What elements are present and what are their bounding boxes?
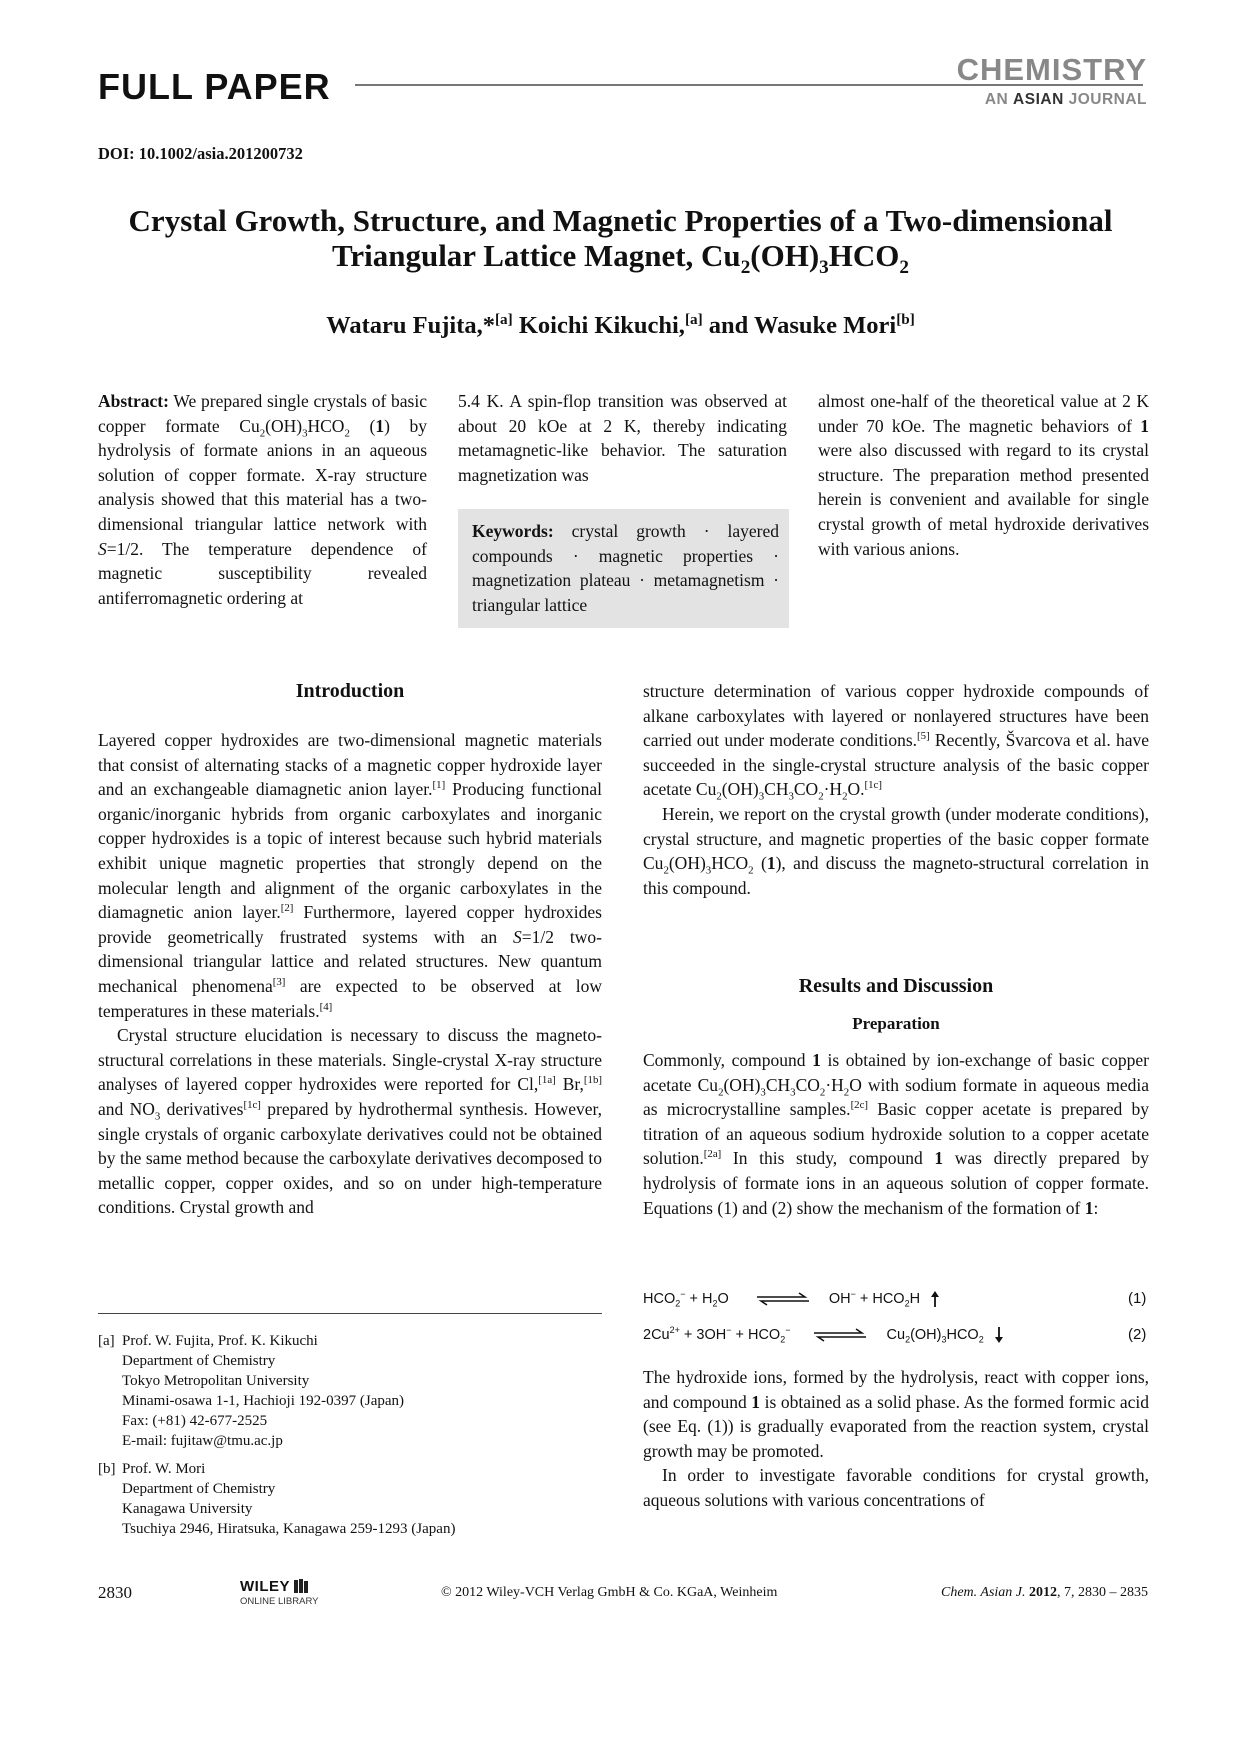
citation-ref: [2a] bbox=[703, 1148, 722, 1161]
author-kikuchi: Koichi Kikuchi, bbox=[512, 312, 685, 339]
author-affiliation: [b] bbox=[896, 310, 915, 328]
gas-evolution-arrow-icon bbox=[930, 1290, 940, 1308]
citation-ref: [1c] bbox=[864, 779, 882, 792]
doi[interactable]: DOI: 10.1002/asia.201200732 bbox=[98, 144, 303, 163]
affiliation-a-line: Department of Chemistry bbox=[122, 1353, 276, 1369]
abstract-column-3: almost one-half of the theoretical value at 2 K under 70 kOe. The magnetic behaviors of 1 were also discussed with regard to its crystal structure. The preparation method presented herein is convenient and available for single crystal growth of metal hydroxide derivatives with various anions. bbox=[818, 391, 1149, 559]
affiliation-a-email[interactable]: E-mail: fujitaw@tmu.ac.jp bbox=[122, 1433, 283, 1449]
section-label-full-paper: FULL PAPER bbox=[98, 66, 331, 107]
abstract-column-2: 5.4 K. A spin-flop transition was observed at about 20 kOe at 2 K, thereby indicating metamagnetic-like behavior. The saturation magnetization was bbox=[458, 391, 787, 485]
book-icon bbox=[293, 1578, 309, 1594]
introduction-right-column bbox=[643, 679, 1149, 900]
journal-sub-suffix: JOURNAL bbox=[1068, 91, 1147, 108]
citation-ref: [2c] bbox=[850, 1099, 869, 1112]
citation-ref: [4] bbox=[319, 1000, 333, 1013]
affiliation-a bbox=[98, 1331, 602, 1451]
results-paragraphs-2-3 bbox=[643, 1365, 1149, 1513]
citation-ref: [1] bbox=[432, 779, 446, 792]
page-number: 2830 bbox=[98, 1583, 132, 1602]
equation-2-number: (2) bbox=[1128, 1326, 1147, 1343]
keywords bbox=[472, 519, 779, 617]
affiliation-b-line: Kanagawa University bbox=[122, 1501, 253, 1517]
affiliation-b-label: [b] bbox=[98, 1461, 116, 1477]
intro-paragraph-3: Herein, we report on the crystal growth (under moderate conditions), crystal structure, and magnetic properties of the basic copper formate $Cu_2(OH)_3HCO_2$ (1), and discuss the magneto-structural correlation in this compound. bbox=[643, 803, 1149, 898]
journal-logo-title: CHEMISTRY bbox=[956, 52, 1147, 87]
author-affiliation: [a] bbox=[684, 310, 703, 328]
citation-ref: [1c] bbox=[243, 1099, 261, 1112]
title-line-1: Crystal Growth, Structure, and Magnetic Properties of a Two-dimensional bbox=[128, 203, 1113, 238]
author-list bbox=[80, 312, 1161, 340]
abstract-label: Abstract: bbox=[98, 391, 169, 411]
affiliation-b bbox=[98, 1459, 602, 1539]
intro-paragraph-1: Layered copper hydroxides are two-dimensional magnetic materials that consist of alternating stacks of a magnetic copper hydroxide layer and an exchangeable diamagnetic anion layer.[1] Producing functional organic/inorganic hybrids from organic carboxylates and inorganic copper hydroxides is a topic of interest because such hybrid materials exhibit unique magnetic properties that strongly depend on the molecular length and alignment of the organic carboxylates in the diamagnetic anion layer.[2] Furthermore, layered copper hydroxides provide geometrically frustrated systems with an S=1/2 two-dimensional triangular lattice and related structures. New quantum mechanical phenomena[3] are expected to be observed at low temperatures in these materials.[4] bbox=[98, 730, 602, 1021]
copyright-notice: © 2012 Wiley-VCH Verlag GmbH & Co. KGaA, Weinheim bbox=[441, 1585, 778, 1600]
equilibrium-arrow-icon bbox=[812, 1328, 868, 1342]
citation-ref: [1a] bbox=[538, 1074, 556, 1087]
results-paragraph-2: The hydroxide ions, formed by the hydrolysis, react with copper ions, and compound 1 is obtained as a solid phase. As the formed formic acid (see Eq. (1)) is gradually evaporated from the reaction system, crystal growth may be promoted. bbox=[643, 1367, 1149, 1461]
article-title bbox=[80, 203, 1161, 279]
section-title-results: Results and Discussion bbox=[798, 975, 994, 997]
affiliation-b-line: Department of Chemistry bbox=[122, 1481, 276, 1497]
intro-paragraph-2-continued: structure determination of various copper hydroxide compounds of alkane carboxylates with layered or nonlayered structures have been carried out under moderate conditions.[5] Recently, Švarcova et al. have succeeded in the single-crystal structure analysis of the basic copper acetate $Cu_2(OH)_3CH_3CO_2\cdot H_2O.[1c]$ bbox=[643, 681, 1150, 803]
wiley-online-library-logo[interactable] bbox=[240, 1578, 319, 1607]
subsection-title-preparation: Preparation bbox=[852, 1014, 940, 1033]
affiliation-a-line: Prof. W. Fujita, Prof. K. Kikuchi bbox=[122, 1333, 318, 1349]
journal-sub-prefix: AN bbox=[984, 91, 1009, 108]
citation-ref: [3] bbox=[272, 976, 286, 989]
introduction-left-column bbox=[98, 728, 602, 1220]
equilibrium-arrow-icon bbox=[755, 1292, 811, 1306]
author-mori: and Wasuke Mori bbox=[702, 312, 897, 339]
section-title-introduction: Introduction bbox=[295, 680, 405, 702]
equation-1: $HCO_2^- + H_2O$ $OH^- + HCO_2H$ bbox=[643, 1290, 940, 1308]
affiliation-b-line: Prof. W. Mori bbox=[122, 1461, 206, 1477]
online-library-text: ONLINE LIBRARY bbox=[240, 1596, 319, 1607]
keywords-list: crystal growth · layered compounds · magnetic properties · magnetization plateau · metamagnetism · triangular lattice bbox=[472, 521, 779, 615]
affiliation-a-line: Minami-osawa 1-1, Hachioji 192-0397 (Japan) bbox=[122, 1393, 405, 1409]
citation-ref: [5] bbox=[917, 730, 930, 743]
citation-ref: [2] bbox=[280, 902, 294, 915]
journal-sub-bold: ASIAN bbox=[1013, 91, 1064, 108]
results-paragraph-1: Commonly, compound 1 is obtained by ion-exchange of basic copper acetate $Cu_2(OH)_3CH_3CO_2\cdot H_2O$ with sodium formate in aqueous media as microcrystalline samples.[2c] Basic copper acetate is prepared by titration of an aqueous sodium hydroxide solution to a copper acetate solution.[2a] In this study, compound 1 was directly prepared by hydrolysis of formate ions in an aqueous solution of copper formate. Equations (1) and (2) show the mechanism of the formation of 1: bbox=[643, 1050, 1150, 1218]
title-line-2: Triangular Lattice Magnet, $Cu_2(OH)_3HCO_2$ bbox=[331, 238, 910, 279]
affiliation-a-line: Fax: (+81) 42-677-2525 bbox=[122, 1413, 268, 1429]
precipitate-arrow-icon bbox=[994, 1326, 1004, 1344]
affiliation-a-label: [a] bbox=[98, 1333, 115, 1349]
journal-citation: Chem. Asian J. 2012, 7, 2830 – 2835 bbox=[940, 1585, 1148, 1600]
wiley-wordmark: WILEY bbox=[240, 1577, 290, 1595]
intro-paragraph-2: Crystal structure elucidation is necessary to discuss the magneto-structural correlations in these materials. Single-crystal X-ray structure analyses of layered copper hydroxides were reported for Cl,[1a] Br,[1b] and $NO_3$ derivatives[1c] prepared by hydrothermal synthesis. However, single crystals of organic carboxylate derivatives could not be obtained by the same method because the carboxylate derivatives decomposed to metallic copper, copper oxides, and so on under high-temperature conditions. Crystal growth and bbox=[98, 1025, 603, 1218]
journal-logo-subtitle bbox=[985, 91, 1147, 109]
footnote-rule bbox=[98, 1313, 602, 1314]
author-fujita: Wataru Fujita,* bbox=[326, 312, 495, 339]
abstract-column-1: Abstract: We prepared single crystals of basic copper formate $Cu_2(OH)_3HCO_2$ (1) by hydrolysis of formate anions in an aqueous solution of copper formate. X-ray structure analysis showed that this material has a two-dimensional triangular lattice network with S=1/2. The temperature dependence of magnetic susceptibility revealed antiferromagnetic ordering at bbox=[98, 391, 428, 608]
equation-2: $2Cu^{2+} + 3OH^- + HCO_2^-$ $Cu_2(OH)_3HCO_2$ bbox=[643, 1326, 1004, 1344]
citation-ref: [1b] bbox=[583, 1074, 602, 1087]
results-paragraph-3: In order to investigate favorable conditions for crystal growth, aqueous solutions with various concentrations of bbox=[643, 1465, 1149, 1510]
affiliation-a-line: Tokyo Metropolitan University bbox=[122, 1373, 310, 1389]
keywords-label: Keywords: bbox=[472, 521, 554, 541]
equation-1-number: (1) bbox=[1128, 1290, 1147, 1307]
affiliation-b-line: Tsuchiya 2946, Hiratsuka, Kanagawa 259-1293 (Japan) bbox=[122, 1521, 456, 1537]
author-affiliation: [a] bbox=[495, 310, 513, 328]
